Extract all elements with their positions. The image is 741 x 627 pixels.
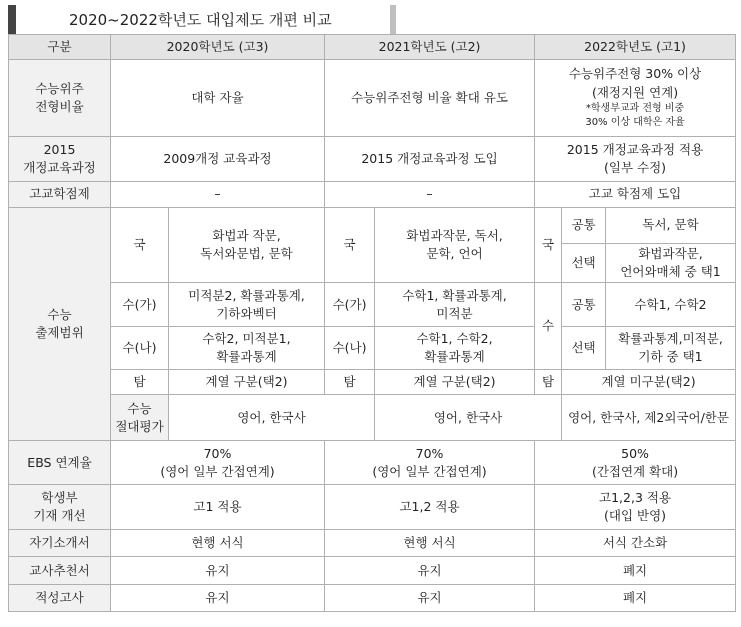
recommend-2022: 폐지 bbox=[535, 557, 736, 585]
row-label-ebs: EBS 연계율 bbox=[9, 441, 111, 485]
scope-2020-tam: 계열 구분(택2) bbox=[169, 370, 325, 395]
ratio-2022-note-1: *학생부교과 전형 비중 bbox=[585, 102, 685, 114]
aptitude-2021: 유지 bbox=[325, 585, 535, 612]
row-scope-kor-common bbox=[9, 208, 736, 244]
scope-2022-math-choice-label: 선택 bbox=[562, 327, 606, 370]
scope-2021-math-na-label: 수(나) bbox=[325, 327, 375, 370]
row-absolute bbox=[9, 395, 736, 441]
curriculum-2020: 2009개정 교육과정 bbox=[111, 137, 325, 182]
record-2020: 고1 적용 bbox=[111, 485, 325, 530]
scope-2021-kor: 화법과작문, 독서, 문학, 언어 bbox=[375, 208, 535, 283]
scope-2020-math-ga: 미적분2, 확률과통계, 기하와벡터 bbox=[169, 283, 325, 327]
absolute-2021: 영어, 한국사 bbox=[375, 395, 562, 441]
title-left-bar bbox=[8, 5, 16, 34]
ratio-2020: 대학 자율 bbox=[111, 60, 325, 137]
intro-2022: 서식 간소화 bbox=[535, 530, 736, 557]
curriculum-2022: 2015 개정교육과정 적용 (일부 수정) bbox=[535, 137, 736, 182]
row-record bbox=[9, 485, 736, 530]
row-label-scope: 수능 출제범위 bbox=[9, 208, 111, 441]
row-label-recommend: 교사추천서 bbox=[9, 557, 111, 585]
header-2020: 2020학년도 (고3) bbox=[111, 35, 325, 60]
comparison-table bbox=[8, 34, 736, 612]
recommend-2021: 유지 bbox=[325, 557, 535, 585]
row-label-credit: 고교학점제 bbox=[9, 182, 111, 208]
scope-2021-math-ga-label: 수(가) bbox=[325, 283, 375, 327]
row-label-ratio: 수능위주 전형비율 bbox=[9, 60, 111, 137]
ratio-2022: 수능위주전형 30% 이상 (재정지원 연계) *학생부교과 전형 비중 30% 이상 대학은 자율 bbox=[535, 60, 736, 137]
absolute-2020: 영어, 한국사 bbox=[169, 395, 375, 441]
ratio-2022-note-2: 30% 이상 대학은 자율 bbox=[585, 117, 685, 129]
page-title: 2020~2022학년도 대입제도 개편 비교 bbox=[69, 11, 332, 29]
row-scope-math-common bbox=[9, 283, 736, 327]
ratio-2021: 수능위주전형 비율 확대 유도 bbox=[325, 60, 535, 137]
ebs-2021: 70% (영어 일부 간접연계) bbox=[325, 441, 535, 485]
scope-2022-kor-choice-label: 선택 bbox=[562, 244, 606, 283]
scope-2020-kor: 화법과 작문, 독서와문법, 문학 bbox=[169, 208, 325, 283]
row-label-absolute: 수능 절대평가 bbox=[111, 395, 169, 441]
scope-2020-math-ga-label: 수(가) bbox=[111, 283, 169, 327]
scope-2022-math-choice: 확률과통계,미적분, 기하 중 택1 bbox=[606, 327, 736, 370]
credit-2020: – bbox=[111, 182, 325, 208]
title-bar bbox=[8, 5, 396, 34]
curriculum-2021: 2015 개정교육과정 도입 bbox=[325, 137, 535, 182]
scope-2022-kor-common-label: 공통 bbox=[562, 208, 606, 244]
record-2021: 고1,2 적용 bbox=[325, 485, 535, 530]
aptitude-2022: 폐지 bbox=[535, 585, 736, 612]
scope-2022-kor-label: 국 bbox=[535, 208, 562, 283]
row-label-record: 학생부 기재 개선 bbox=[9, 485, 111, 530]
row-ratio bbox=[9, 60, 736, 137]
row-curriculum bbox=[9, 137, 736, 182]
scope-2022-tam-label: 탐 bbox=[535, 370, 562, 395]
ebs-2022: 50% (간접연계 확대) bbox=[535, 441, 736, 485]
scope-2020-math-na: 수학2, 미적분1, 확률과통계 bbox=[169, 327, 325, 370]
scope-2021-kor-label: 국 bbox=[325, 208, 375, 283]
scope-2022-math-common: 수학1, 수학2 bbox=[606, 283, 736, 327]
absolute-2022: 영어, 한국사, 제2외국어/한문 bbox=[562, 395, 736, 441]
scope-2022-tam: 계열 미구분(택2) bbox=[562, 370, 736, 395]
title-right-bar bbox=[390, 5, 396, 34]
row-scope-math-choice bbox=[9, 327, 736, 370]
header-2021: 2021학년도 (고2) bbox=[325, 35, 535, 60]
scope-2022-math-label: 수 bbox=[535, 283, 562, 370]
recommend-2020: 유지 bbox=[111, 557, 325, 585]
credit-2022: 고교 학점제 도입 bbox=[535, 182, 736, 208]
scope-2020-kor-label: 국 bbox=[111, 208, 169, 283]
scope-2022-kor-common: 독서, 문학 bbox=[606, 208, 736, 244]
row-aptitude bbox=[9, 585, 736, 612]
scope-2021-tam: 계열 구분(택2) bbox=[375, 370, 535, 395]
scope-2021-math-ga: 수학1, 확률과통계, 미적분 bbox=[375, 283, 535, 327]
aptitude-2020: 유지 bbox=[111, 585, 325, 612]
scope-2022-kor-choice: 화법과작문, 언어와매체 중 택1 bbox=[606, 244, 736, 283]
row-label-intro: 자기소개서 bbox=[9, 530, 111, 557]
row-label-curriculum: 2015 개정교육과정 bbox=[9, 137, 111, 182]
scope-2020-tam-label: 탐 bbox=[111, 370, 169, 395]
intro-2020: 현행 서식 bbox=[111, 530, 325, 557]
row-recommend bbox=[9, 557, 736, 585]
scope-2020-math-na-label: 수(나) bbox=[111, 327, 169, 370]
ebs-2020: 70% (영어 일부 간접연계) bbox=[111, 441, 325, 485]
row-credit bbox=[9, 182, 736, 208]
header-category: 구분 bbox=[9, 35, 111, 60]
header-2022: 2022학년도 (고1) bbox=[535, 35, 736, 60]
scope-2021-math-na: 수학1, 수학2, 확률과통계 bbox=[375, 327, 535, 370]
record-2022: 고1,2,3 적용 (대입 반영) bbox=[535, 485, 736, 530]
row-ebs bbox=[9, 441, 736, 485]
intro-2021: 현행 서식 bbox=[325, 530, 535, 557]
scope-2022-math-common-label: 공통 bbox=[562, 283, 606, 327]
row-label-aptitude: 적성고사 bbox=[9, 585, 111, 612]
row-intro bbox=[9, 530, 736, 557]
header-row bbox=[9, 35, 736, 60]
credit-2021: – bbox=[325, 182, 535, 208]
row-scope-tam bbox=[9, 370, 736, 395]
scope-2021-tam-label: 탐 bbox=[325, 370, 375, 395]
